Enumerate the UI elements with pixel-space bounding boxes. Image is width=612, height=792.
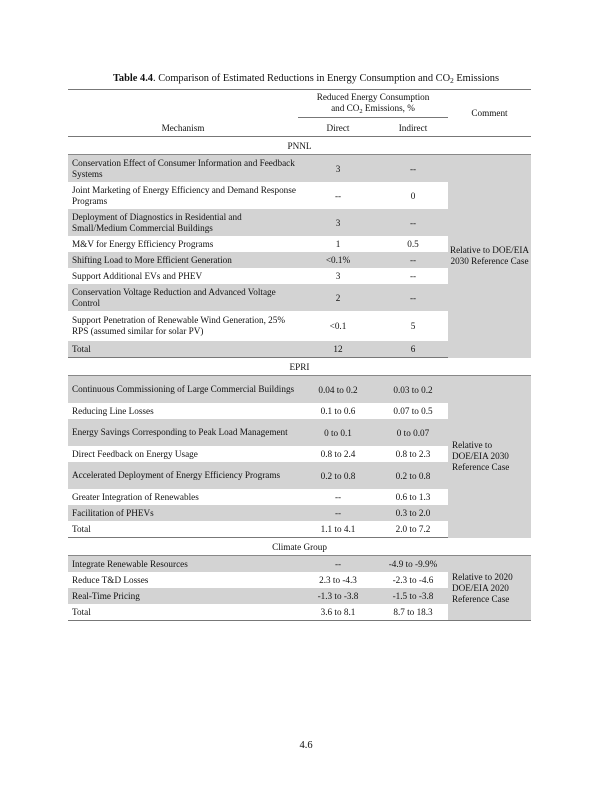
mechanism-cell: Support Penetration of Renewable Wind Generation, 25% RPS (assumed similar for solar PV) <box>68 311 298 341</box>
caption-subscript: 2 <box>450 77 454 85</box>
mechanism-cell: Direct Feedback on Energy Usage <box>68 446 298 462</box>
direct-cell: 0.2 to 0.8 <box>298 462 378 489</box>
direct-cell: -- <box>298 505 378 521</box>
direct-cell: 1 <box>298 236 378 252</box>
direct-cell: 1.1 to 4.1 <box>298 521 378 538</box>
direct-cell: 3.6 to 8.1 <box>298 604 378 621</box>
table-row <box>68 376 531 404</box>
direct-cell: -- <box>298 182 378 209</box>
table-row <box>68 155 531 183</box>
indirect-cell: -- <box>378 268 448 284</box>
mechanism-cell: Total <box>68 604 298 621</box>
page-number: 4.6 <box>299 740 313 751</box>
mechanism-cell: Conservation Effect of Consumer Information and Feedback Systems <box>68 155 298 183</box>
indirect-cell: 0 <box>378 182 448 209</box>
mechanism-cell: Reducing Line Losses <box>68 403 298 419</box>
mechanism-cell: Accelerated Deployment of Energy Efficiency Programs <box>68 462 298 489</box>
direct-cell: 2 <box>298 284 378 311</box>
mechanism-cell: Integrate Renewable Resources <box>68 556 298 573</box>
direct-cell: 3 <box>298 268 378 284</box>
indirect-cell: 0.07 to 0.5 <box>378 403 448 419</box>
section-header-epri: EPRI <box>68 358 531 376</box>
indirect-cell: -- <box>378 155 448 183</box>
caption-text-end: Emissions <box>453 73 500 84</box>
mechanism-cell: Total <box>68 521 298 538</box>
indirect-cell: -- <box>378 252 448 268</box>
indirect-cell: 6 <box>378 341 448 358</box>
direct-cell: 3 <box>298 209 378 236</box>
direct-cell: 0 to 0.1 <box>298 419 378 446</box>
comment-cell: Relative to DOE/EIA 2030 Reference Case <box>448 155 531 358</box>
mechanism-cell: Conservation Voltage Reduction and Advanced Voltage Control <box>68 284 298 311</box>
table-row <box>68 556 531 573</box>
direct-cell: -1.3 to -3.8 <box>298 588 378 604</box>
indirect-cell: 0.3 to 2.0 <box>378 505 448 521</box>
mechanism-cell: Greater Integration of Renewables <box>68 489 298 505</box>
mechanism-cell: Energy Savings Corresponding to Peak Load Management <box>68 419 298 446</box>
direct-cell: 12 <box>298 341 378 358</box>
header-mechanism: Mechanism <box>68 120 298 137</box>
header-row-1 <box>68 90 531 121</box>
direct-cell: <0.1 <box>298 311 378 341</box>
direct-cell: -- <box>298 489 378 505</box>
mechanism-cell: Shifting Load to More Efficient Generation <box>68 252 298 268</box>
mechanism-cell: Reduce T&D Losses <box>68 572 298 588</box>
header-direct: Direct <box>298 120 378 137</box>
comparison-table <box>68 89 531 621</box>
section-header-climate-group: Climate Group <box>68 538 531 556</box>
mechanism-cell: Facilitation of PHEVs <box>68 505 298 521</box>
header-blank <box>68 90 298 121</box>
indirect-cell: -2.3 to -4.6 <box>378 572 448 588</box>
comment-cell: Relative to 2020 DOE/EIA 2020 Reference Case <box>448 556 531 621</box>
caption-text: . Comparison of Estimated Reductions in Energy Consumption and CO <box>153 73 451 84</box>
indirect-cell: 0.5 <box>378 236 448 252</box>
mechanism-cell: Deployment of Diagnostics in Residential and Small/Medium Commercial Buildings <box>68 209 298 236</box>
header-group-line1: Reduced Energy Consumption <box>316 92 430 102</box>
indirect-cell: 0.2 to 0.8 <box>378 462 448 489</box>
indirect-cell: 2.0 to 7.2 <box>378 521 448 538</box>
comment-cell: Relative to DOE/EIA 2030 Reference Case <box>448 376 531 538</box>
direct-cell: 3 <box>298 155 378 183</box>
table-label: Table 4.4 <box>112 73 153 84</box>
direct-cell: <0.1% <box>298 252 378 268</box>
header-comment: Comment <box>448 90 531 137</box>
direct-cell: 0.8 to 2.4 <box>298 446 378 462</box>
direct-cell: -- <box>298 556 378 573</box>
direct-cell: 0.04 to 0.2 <box>298 376 378 404</box>
indirect-cell: -- <box>378 284 448 311</box>
mechanism-cell: Real-Time Pricing <box>68 588 298 604</box>
indirect-cell: -1.5 to -3.8 <box>378 588 448 604</box>
mechanism-cell: Support Additional EVs and PHEV <box>68 268 298 284</box>
indirect-cell: -- <box>378 209 448 236</box>
indirect-cell: 0.03 to 0.2 <box>378 376 448 404</box>
indirect-cell: 8.7 to 18.3 <box>378 604 448 621</box>
mechanism-cell: Joint Marketing of Energy Efficiency and Demand Response Programs <box>68 182 298 209</box>
indirect-cell: 0.8 to 2.3 <box>378 446 448 462</box>
indirect-cell: 0.6 to 1.3 <box>378 489 448 505</box>
header-group-line2: and $CO_2$ Emissions, % <box>331 103 415 115</box>
section-header-pnnl: PNNL <box>68 137 531 155</box>
indirect-cell: 5 <box>378 311 448 341</box>
direct-cell: 2.3 to -4.3 <box>298 572 378 588</box>
header-group <box>298 90 448 121</box>
mechanism-cell: M&V for Energy Efficiency Programs <box>68 236 298 252</box>
mechanism-cell: Total <box>68 341 298 358</box>
indirect-cell: 0 to 0.07 <box>378 419 448 446</box>
indirect-cell: -4.9 to -9.9% <box>378 556 448 573</box>
header-indirect: Indirect <box>378 120 448 137</box>
mechanism-cell: Continuous Commissioning of Large Commercial Buildings <box>68 376 298 404</box>
table-caption <box>0 73 612 85</box>
direct-cell: 0.1 to 0.6 <box>298 403 378 419</box>
